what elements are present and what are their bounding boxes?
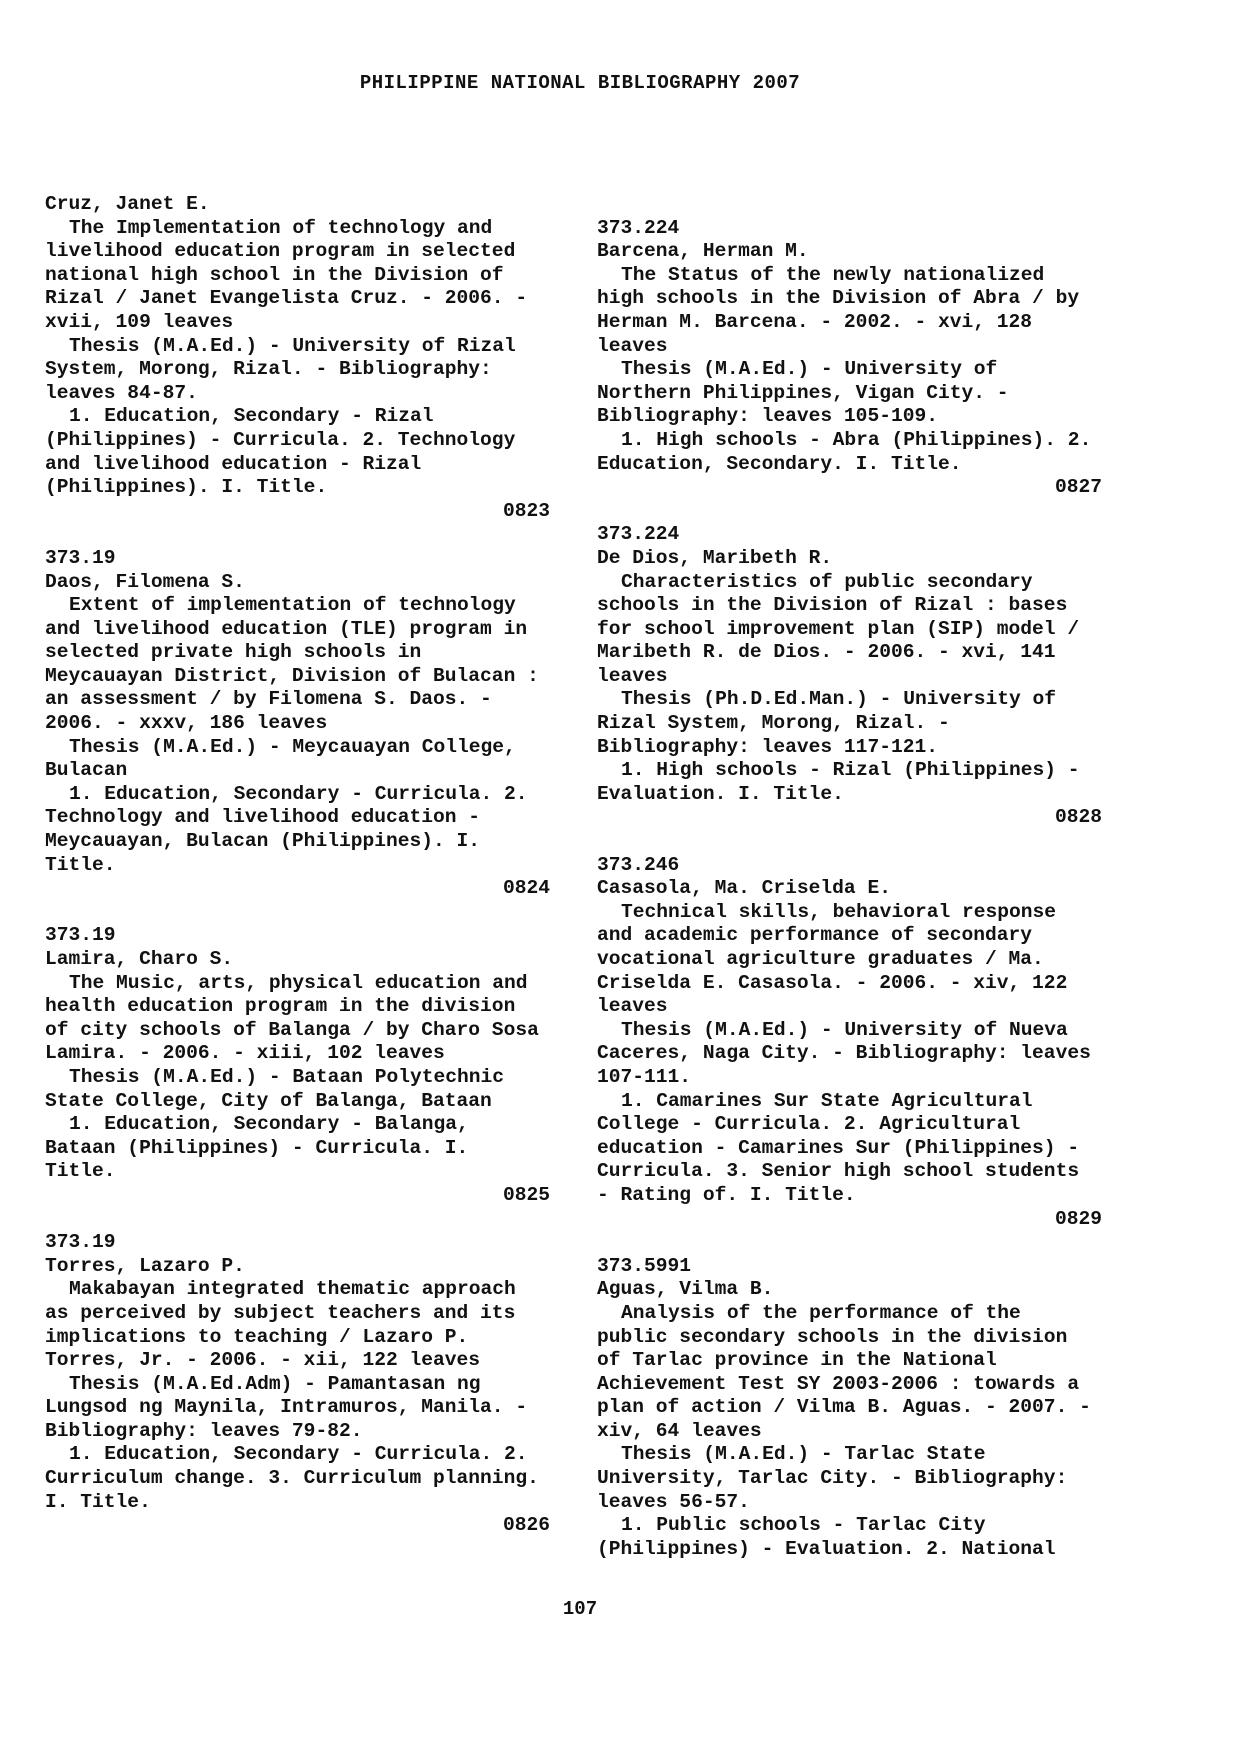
thesis-note: Thesis (M.A.Ed.) - University of Northern Philippines, Vigan City. - Bibliography: leaves 105-109. (597, 358, 1009, 428)
author: Daos, Filomena S. (45, 570, 245, 593)
author: Casasola, Ma. Criselda E. (597, 877, 891, 900)
bibliography-entry (45, 924, 550, 1207)
entry-number: 0824 (502, 877, 550, 900)
right-column (597, 193, 1102, 1585)
thesis-note: Thesis (M.A.Ed.Adm) - Pamantasan ng Lungsod ng Maynila, Intramuros, Manila. - Bibliography: leaves 79-82. (45, 1372, 528, 1442)
entry-number: 0829 (1054, 1207, 1102, 1230)
thesis-note: Thesis (Ph.D.Ed.Man.) - University of Rizal System, Morong, Rizal. - Bibliography: leaves 117-121. (597, 688, 1057, 758)
author: Aguas, Vilma B. (597, 1278, 774, 1301)
entry-number: 0825 (502, 1183, 550, 1206)
entry-number: 0826 (502, 1514, 550, 1537)
subject-headings: 1. Education, Secondary - Balanga, Bataan (Philippines) - Curricula. I. Title. (45, 1113, 469, 1183)
subject-headings: 1. Public schools - Tarlac City (Philippines) - Evaluation. 2. National (597, 1514, 1056, 1560)
bibliography-entry (597, 217, 1102, 500)
call-number: 373.224 (597, 523, 680, 546)
bibliography-entry (597, 523, 1102, 830)
entry-number: 0827 (1054, 476, 1102, 499)
bibliography-entry (45, 193, 550, 523)
bibliography-entry (45, 1231, 550, 1538)
bibliography-entry (597, 1255, 1102, 1562)
call-number: 373.5991 (597, 1254, 692, 1277)
bibliography-entry (597, 854, 1102, 1232)
title-statement: Characteristics of public secondary schools in the Division of Rizal : bases for school improvement plan (SIP) model / Maribeth R. de Dios. - 2006. - xvi, 141 leaves (597, 570, 1080, 687)
thesis-note: Thesis (M.A.Ed.) - Bataan Polytechnic State College, City of Balanga, Bataan (45, 1065, 505, 1112)
author: Torres, Lazaro P. (45, 1254, 245, 1277)
title-statement: The Status of the newly nationalized high schools in the Division of Abra / by Herman M. Barcena. - 2002. - xvi, 128 leaves (597, 263, 1080, 357)
call-number: 373.19 (45, 924, 116, 947)
page-header: PHILIPPINE NATIONAL BIBLIOGRAPHY 2007 (359, 72, 801, 94)
author: De Dios, Maribeth R. (597, 546, 833, 569)
subject-headings: 1. High schools - Rizal (Philippines) - Evaluation. I. Title. (597, 759, 1080, 805)
bibliography-entry (45, 547, 550, 901)
title-statement: The Music, arts, physical education and health education program in the division of city schools of Balanga / by Charo Sosa Lamira. - 2006. - xiii, 102 leaves (45, 971, 539, 1065)
left-column (45, 193, 550, 1561)
title-statement: Technical skills, behavioral response and academic performance of secondary vocational agriculture graduates / Ma. Criselda E. Casasola. - 2006. - xiv, 122 leaves (597, 900, 1068, 1018)
entry-number: 0828 (1054, 806, 1102, 829)
title-statement: The Implementation of technology and livelihood education program in selected national high school in the Division of Rizal / Janet Evangelista Cruz. - 2006. - xvii, 109 leaves (45, 216, 528, 333)
call-number: 373.19 (45, 546, 116, 569)
subject-headings: 1. Education, Secondary - Curricula. 2. Curriculum change. 3. Curriculum planning. I. Title. (45, 1443, 539, 1513)
subject-headings: 1. Education, Secondary - Rizal (Philippines) - Curricula. 2. Technology and livelihood education - Rizal (Philippines). I. Title. (45, 405, 516, 499)
subject-headings: 1. Camarines Sur State Agricultural College - Curricula. 2. Agricultural education - Camarines Sur (Philippines) - Curricula. 3. Senior high school students - Rating of. I. Title. (597, 1089, 1080, 1206)
call-number: 373.224 (597, 216, 680, 239)
author: Barcena, Herman M. (597, 240, 809, 263)
thesis-note: Thesis (M.A.Ed.) - Tarlac State University, Tarlac City. - Bibliography: leaves 56-57. (597, 1443, 1068, 1513)
author: Lamira, Charo S. (45, 948, 234, 970)
title-statement: Extent of implementation of technology and livelihood education (TLE) program in selected private high schools in Meycauayan District, Division of Bulacan : an assessment / by Filomena S. Daos. - 2006. - xxxv, 186 leaves (45, 594, 539, 735)
thesis-note: Thesis (M.A.Ed.) - Meycauayan College, Bulacan (45, 735, 516, 782)
entry-number: 0823 (502, 499, 550, 522)
author: Cruz, Janet E. (45, 193, 210, 215)
thesis-note: Thesis (M.A.Ed.) - University of Nueva Caceres, Naga City. - Bibliography: leaves 107-111. (597, 1018, 1091, 1088)
title-statement: Makabayan integrated thematic approach as perceived by subject teachers and its implications to teaching / Lazaro P. Torres, Jr. - 2006. - xii, 122 leaves (45, 1278, 516, 1372)
thesis-note: Thesis (M.A.Ed.) - University of Rizal System, Morong, Rizal. - Bibliography: leaves 84-87. (45, 334, 516, 404)
title-statement: Analysis of the performance of the public secondary schools in the division of Tarlac province in the National Achievement Test SY 2003-2006 : towards a plan of action / Vilma B. Aguas. - 2007. - xiv, 64 leaves (597, 1301, 1091, 1442)
subject-headings: 1. Education, Secondary - Curricula. 2. Technology and livelihood education - Meycauayan, Bulacan (Philippines). I. Title. (45, 782, 528, 876)
call-number: 373.246 (597, 853, 680, 876)
call-number: 373.19 (45, 1231, 116, 1254)
page-number: 107 (562, 1598, 598, 1620)
subject-headings: 1. High schools - Abra (Philippines). 2. Education, Secondary. I. Title. (597, 428, 1092, 475)
